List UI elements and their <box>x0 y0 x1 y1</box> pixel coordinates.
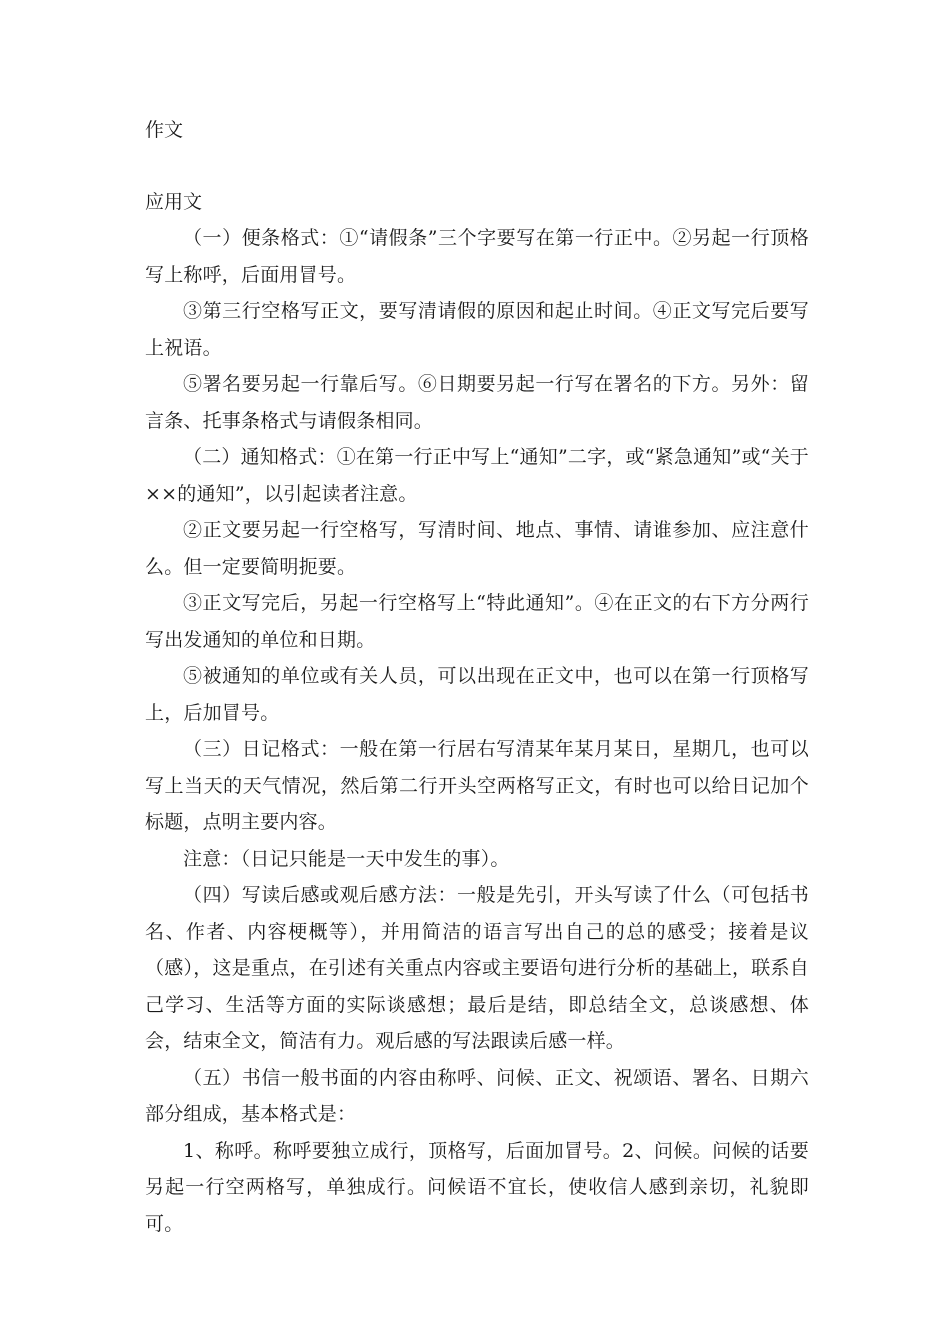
section-heading: 应用文 <box>145 191 203 213</box>
paragraph: ③第三行空格写正文，要写清请假的原因和起止时间。④正文写完后要写上祝语。 <box>145 300 809 359</box>
paragraph-diary-format: （三）日记格式：一般在第一行居右写清某年某月某日，星期几，也可以写上当天的天气情况，然后第二行开头空两格写正文，有时也可以给日记加个标题，点明主要内容。 <box>145 738 809 833</box>
paragraph-notice-format: （二）通知格式：①在第一行正中写上“通知”二字，或“紧急通知”或“关于××的通知”，以引起读者注意。 <box>145 446 809 505</box>
paragraph-reflection-method: （四）写读后感或观后感方法：一般是先引，开头写读了什么（可包括书名、作者、内容梗概等），并用简洁的语言写出自己的总的感受；接着是议（感），这是重点，在引述有关重点内容或主要语句进行分析的基础上，联系自己学习、生活等方面的实际谈感想；最后是结，即总结全文，总谈感想、体会，结束全文，简洁有力。观后感的写法跟读后感一样。 <box>145 884 809 1052</box>
paragraph: 注意：（日记只能是一天中发生的事）。 <box>183 847 510 870</box>
paragraph: ⑤署名要另起一行靠后写。⑥日期要另起一行写在署名的下方。另外：留言条、托事条格式与请假条相同。 <box>145 373 809 432</box>
paragraph-note-format: （一）便条格式：①“请假条”三个字要写在第一行正中。②另起一行顶格写上称呼，后面用冒号。 <box>145 227 809 286</box>
document-title: 作文 <box>145 119 184 141</box>
paragraph: ②正文要另起一行空格写，写清时间、地点、事情、请谁参加、应注意什么。但一定要简明扼要。 <box>145 519 809 578</box>
paragraph-letter-format: （五）书信一般书面的内容由称呼、问候、正文、祝颂语、署名、日期六部分组成，基本格式是： <box>145 1066 809 1125</box>
paragraph: ③正文写完后，另起一行空格写上“特此通知”。④在正文的右下方分两行写出发通知的单位和日期。 <box>145 592 809 651</box>
body-text <box>145 220 809 1242</box>
paragraph: 1、称呼。称呼要独立成行，顶格写，后面加冒号。2、问候。问候的话要另起一行空两格写，单独成行。问候语不宜长，使收信人感到亲切，礼貌即可。 <box>145 1139 809 1235</box>
paragraph: ⑤被通知的单位或有关人员，可以出现在正文中，也可以在第一行顶格写上，后加冒号。 <box>145 665 809 724</box>
